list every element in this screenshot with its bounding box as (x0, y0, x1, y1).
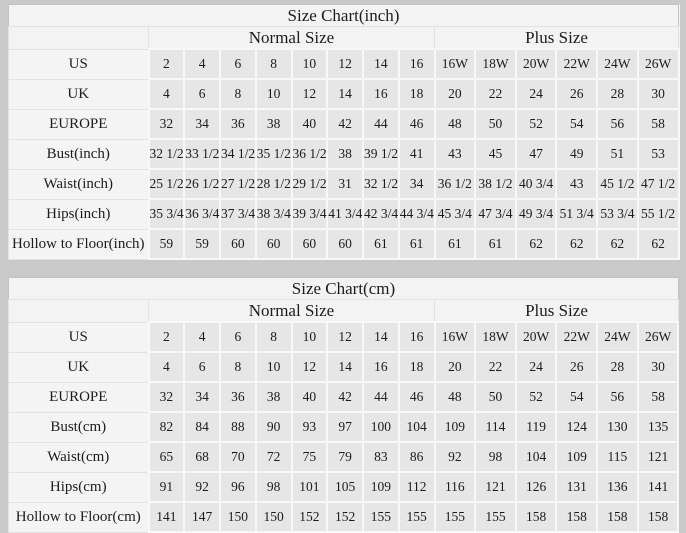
size-value-cell: 4 (149, 352, 185, 382)
size-value-cell: 112 (399, 472, 435, 502)
size-value-cell: 119 (516, 412, 557, 442)
size-value-cell: 141 (638, 472, 679, 502)
size-value-cell: 50 (475, 109, 516, 139)
size-value-cell: 36 1/2 (435, 169, 476, 199)
size-value-cell: 16 (363, 79, 399, 109)
size-value-cell: 41 3/4 (327, 199, 363, 229)
size-value-cell: 98 (256, 472, 292, 502)
size-value-cell: 10 (292, 49, 328, 79)
corner-cell (9, 27, 149, 50)
size-value-cell: 40 (292, 382, 328, 412)
size-value-cell: 36 1/2 (292, 139, 328, 169)
size-value-cell: 24 (516, 352, 557, 382)
size-value-cell: 121 (638, 442, 679, 472)
table-row (9, 382, 679, 412)
size-value-cell: 38 (256, 109, 292, 139)
size-value-cell: 38 1/2 (475, 169, 516, 199)
size-value-cell: 33 1/2 (184, 139, 220, 169)
row-label: Hollow to Floor(inch) (9, 229, 149, 259)
size-value-cell: 91 (149, 472, 185, 502)
size-value-cell: 54 (556, 382, 597, 412)
group-header-plus-size: Plus Size (435, 300, 679, 323)
size-value-cell: 72 (256, 442, 292, 472)
size-value-cell: 48 (435, 382, 476, 412)
size-value-cell: 141 (149, 502, 185, 532)
size-value-cell: 62 (516, 229, 557, 259)
size-value-cell: 32 (149, 109, 185, 139)
size-value-cell: 92 (435, 442, 476, 472)
size-value-cell: 18W (475, 49, 516, 79)
size-value-cell: 32 1/2 (363, 169, 399, 199)
size-value-cell: 14 (327, 79, 363, 109)
size-value-cell: 43 (556, 169, 597, 199)
size-value-cell: 109 (363, 472, 399, 502)
size-value-cell: 43 (435, 139, 476, 169)
corner-cell (9, 300, 149, 323)
table-title: Size Chart(cm) (9, 278, 679, 300)
size-value-cell: 92 (184, 472, 220, 502)
size-value-cell: 35 1/2 (256, 139, 292, 169)
table-row (9, 412, 679, 442)
size-value-cell: 24W (597, 322, 638, 352)
size-value-cell: 88 (220, 412, 256, 442)
size-value-cell: 30 (638, 352, 679, 382)
size-value-cell: 84 (184, 412, 220, 442)
size-value-cell: 58 (638, 382, 679, 412)
size-value-cell: 41 (399, 139, 435, 169)
row-label: Hips(cm) (9, 472, 149, 502)
table-row (9, 199, 679, 229)
size-value-cell: 26W (638, 49, 679, 79)
size-value-cell: 38 3/4 (256, 199, 292, 229)
size-value-cell: 32 1/2 (149, 139, 185, 169)
size-value-cell: 62 (556, 229, 597, 259)
size-value-cell: 14 (363, 49, 399, 79)
size-value-cell: 27 1/2 (220, 169, 256, 199)
size-value-cell: 79 (327, 442, 363, 472)
column-group-row (9, 27, 679, 50)
size-value-cell: 60 (327, 229, 363, 259)
row-label: UK (9, 79, 149, 109)
table-row (9, 79, 679, 109)
size-value-cell: 35 3/4 (149, 199, 185, 229)
row-label: EUROPE (9, 382, 149, 412)
size-value-cell: 105 (327, 472, 363, 502)
size-value-cell: 152 (327, 502, 363, 532)
size-value-cell: 155 (363, 502, 399, 532)
size-value-cell: 31 (327, 169, 363, 199)
size-value-cell: 114 (475, 412, 516, 442)
size-value-cell: 4 (184, 49, 220, 79)
size-value-cell: 51 3/4 (556, 199, 597, 229)
size-value-cell: 26 (556, 352, 597, 382)
group-header-normal-size: Normal Size (149, 27, 435, 50)
group-header-plus-size: Plus Size (435, 27, 679, 50)
table-row (9, 109, 679, 139)
size-value-cell: 29 1/2 (292, 169, 328, 199)
size-value-cell: 39 1/2 (363, 139, 399, 169)
size-value-cell: 47 1/2 (638, 169, 679, 199)
size-value-cell: 36 (220, 109, 256, 139)
size-chart-cm-table (8, 277, 679, 533)
size-value-cell: 97 (327, 412, 363, 442)
size-value-cell: 158 (556, 502, 597, 532)
size-value-cell: 54 (556, 109, 597, 139)
size-value-cell: 42 (327, 109, 363, 139)
size-value-cell: 20W (516, 322, 557, 352)
size-value-cell: 40 3/4 (516, 169, 557, 199)
size-value-cell: 56 (597, 109, 638, 139)
table-title-row (9, 5, 679, 27)
table-row (9, 472, 679, 502)
size-value-cell: 50 (475, 382, 516, 412)
size-value-cell: 16 (399, 322, 435, 352)
size-value-cell: 100 (363, 412, 399, 442)
row-label: Hollow to Floor(cm) (9, 502, 149, 532)
size-value-cell: 47 3/4 (475, 199, 516, 229)
size-chart-inch-section (8, 4, 678, 260)
column-group-row (9, 300, 679, 323)
size-value-cell: 68 (184, 442, 220, 472)
size-value-cell: 60 (292, 229, 328, 259)
size-value-cell: 86 (399, 442, 435, 472)
row-label: UK (9, 352, 149, 382)
size-value-cell: 42 (327, 382, 363, 412)
size-value-cell: 8 (256, 322, 292, 352)
size-value-cell: 60 (220, 229, 256, 259)
table-title-row (9, 278, 679, 300)
size-value-cell: 155 (435, 502, 476, 532)
size-value-cell: 48 (435, 109, 476, 139)
size-value-cell: 45 1/2 (597, 169, 638, 199)
size-value-cell: 16 (399, 49, 435, 79)
size-value-cell: 14 (327, 352, 363, 382)
size-value-cell: 20 (435, 79, 476, 109)
size-value-cell: 44 (363, 109, 399, 139)
table-row (9, 169, 679, 199)
size-value-cell: 158 (516, 502, 557, 532)
size-value-cell: 49 3/4 (516, 199, 557, 229)
row-label: US (9, 49, 149, 79)
size-value-cell: 136 (597, 472, 638, 502)
size-value-cell: 126 (516, 472, 557, 502)
size-value-cell: 28 (597, 352, 638, 382)
size-value-cell: 30 (638, 79, 679, 109)
size-value-cell: 45 3/4 (435, 199, 476, 229)
size-value-cell: 46 (399, 382, 435, 412)
size-value-cell: 109 (435, 412, 476, 442)
size-value-cell: 46 (399, 109, 435, 139)
size-value-cell: 155 (399, 502, 435, 532)
size-value-cell: 75 (292, 442, 328, 472)
size-value-cell: 58 (638, 109, 679, 139)
size-value-cell: 53 (638, 139, 679, 169)
size-value-cell: 24W (597, 49, 638, 79)
size-value-cell: 10 (256, 79, 292, 109)
size-value-cell: 93 (292, 412, 328, 442)
size-value-cell: 6 (184, 352, 220, 382)
size-value-cell: 34 (184, 382, 220, 412)
size-value-cell: 38 (256, 382, 292, 412)
size-value-cell: 40 (292, 109, 328, 139)
size-value-cell: 116 (435, 472, 476, 502)
size-value-cell: 34 1/2 (220, 139, 256, 169)
table-row (9, 442, 679, 472)
size-value-cell: 26 1/2 (184, 169, 220, 199)
size-value-cell: 158 (597, 502, 638, 532)
size-value-cell: 8 (220, 352, 256, 382)
size-value-cell: 20W (516, 49, 557, 79)
size-value-cell: 22 (475, 352, 516, 382)
size-value-cell: 131 (556, 472, 597, 502)
size-value-cell: 44 3/4 (399, 199, 435, 229)
size-value-cell: 38 (327, 139, 363, 169)
size-value-cell: 61 (399, 229, 435, 259)
size-value-cell: 2 (149, 322, 185, 352)
size-value-cell: 18W (475, 322, 516, 352)
size-value-cell: 82 (149, 412, 185, 442)
size-value-cell: 36 (220, 382, 256, 412)
size-value-cell: 18 (399, 352, 435, 382)
size-value-cell: 44 (363, 382, 399, 412)
size-value-cell: 10 (256, 352, 292, 382)
size-value-cell: 130 (597, 412, 638, 442)
size-value-cell: 36 3/4 (184, 199, 220, 229)
size-value-cell: 37 3/4 (220, 199, 256, 229)
size-value-cell: 26W (638, 322, 679, 352)
size-value-cell: 25 1/2 (149, 169, 185, 199)
size-value-cell: 24 (516, 79, 557, 109)
size-value-cell: 28 1/2 (256, 169, 292, 199)
size-value-cell: 16W (435, 49, 476, 79)
size-value-cell: 45 (475, 139, 516, 169)
table-row (9, 139, 679, 169)
size-value-cell: 2 (149, 49, 185, 79)
size-value-cell: 14 (363, 322, 399, 352)
size-value-cell: 60 (256, 229, 292, 259)
size-value-cell: 62 (597, 229, 638, 259)
size-value-cell: 39 3/4 (292, 199, 328, 229)
size-value-cell: 34 (184, 109, 220, 139)
size-value-cell: 6 (220, 322, 256, 352)
size-value-cell: 70 (220, 442, 256, 472)
size-value-cell: 135 (638, 412, 679, 442)
size-value-cell: 32 (149, 382, 185, 412)
group-header-normal-size: Normal Size (149, 300, 435, 323)
size-chart-cm-section (8, 277, 678, 533)
size-value-cell: 47 (516, 139, 557, 169)
table-title: Size Chart(inch) (9, 5, 679, 27)
size-value-cell: 12 (327, 49, 363, 79)
size-value-cell: 22 (475, 79, 516, 109)
size-value-cell: 16 (363, 352, 399, 382)
size-value-cell: 158 (638, 502, 679, 532)
size-value-cell: 51 (597, 139, 638, 169)
row-label: EUROPE (9, 109, 149, 139)
size-value-cell: 6 (184, 79, 220, 109)
size-value-cell: 124 (556, 412, 597, 442)
size-value-cell: 16W (435, 322, 476, 352)
size-value-cell: 104 (399, 412, 435, 442)
size-value-cell: 34 (399, 169, 435, 199)
size-value-cell: 121 (475, 472, 516, 502)
size-value-cell: 83 (363, 442, 399, 472)
table-row (9, 352, 679, 382)
size-value-cell: 155 (475, 502, 516, 532)
table-row (9, 229, 679, 259)
size-value-cell: 59 (149, 229, 185, 259)
size-value-cell: 90 (256, 412, 292, 442)
size-value-cell: 10 (292, 322, 328, 352)
row-label: Waist(inch) (9, 169, 149, 199)
size-value-cell: 150 (220, 502, 256, 532)
size-value-cell: 61 (475, 229, 516, 259)
size-value-cell: 12 (327, 322, 363, 352)
size-value-cell: 59 (184, 229, 220, 259)
row-label: US (9, 322, 149, 352)
size-value-cell: 150 (256, 502, 292, 532)
size-value-cell: 8 (220, 79, 256, 109)
size-value-cell: 22W (556, 322, 597, 352)
row-label: Bust(inch) (9, 139, 149, 169)
size-value-cell: 49 (556, 139, 597, 169)
row-label: Waist(cm) (9, 442, 149, 472)
size-value-cell: 61 (435, 229, 476, 259)
size-value-cell: 42 3/4 (363, 199, 399, 229)
size-value-cell: 109 (556, 442, 597, 472)
size-value-cell: 55 1/2 (638, 199, 679, 229)
size-value-cell: 20 (435, 352, 476, 382)
size-value-cell: 26 (556, 79, 597, 109)
size-value-cell: 4 (184, 322, 220, 352)
size-value-cell: 4 (149, 79, 185, 109)
size-value-cell: 8 (256, 49, 292, 79)
size-value-cell: 22W (556, 49, 597, 79)
size-value-cell: 52 (516, 382, 557, 412)
size-value-cell: 6 (220, 49, 256, 79)
table-row (9, 322, 679, 352)
size-value-cell: 104 (516, 442, 557, 472)
size-chart-inch-table (8, 4, 680, 260)
size-value-cell: 96 (220, 472, 256, 502)
size-value-cell: 65 (149, 442, 185, 472)
size-value-cell: 62 (638, 229, 679, 259)
row-label: Hips(inch) (9, 199, 149, 229)
size-value-cell: 12 (292, 352, 328, 382)
size-value-cell: 12 (292, 79, 328, 109)
size-value-cell: 56 (597, 382, 638, 412)
table-row (9, 49, 679, 79)
size-value-cell: 28 (597, 79, 638, 109)
size-value-cell: 61 (363, 229, 399, 259)
size-value-cell: 101 (292, 472, 328, 502)
size-value-cell: 52 (516, 109, 557, 139)
size-value-cell: 115 (597, 442, 638, 472)
size-value-cell: 147 (184, 502, 220, 532)
row-label: Bust(cm) (9, 412, 149, 442)
size-value-cell: 18 (399, 79, 435, 109)
size-value-cell: 152 (292, 502, 328, 532)
table-row (9, 502, 679, 532)
size-value-cell: 53 3/4 (597, 199, 638, 229)
size-value-cell: 98 (475, 442, 516, 472)
